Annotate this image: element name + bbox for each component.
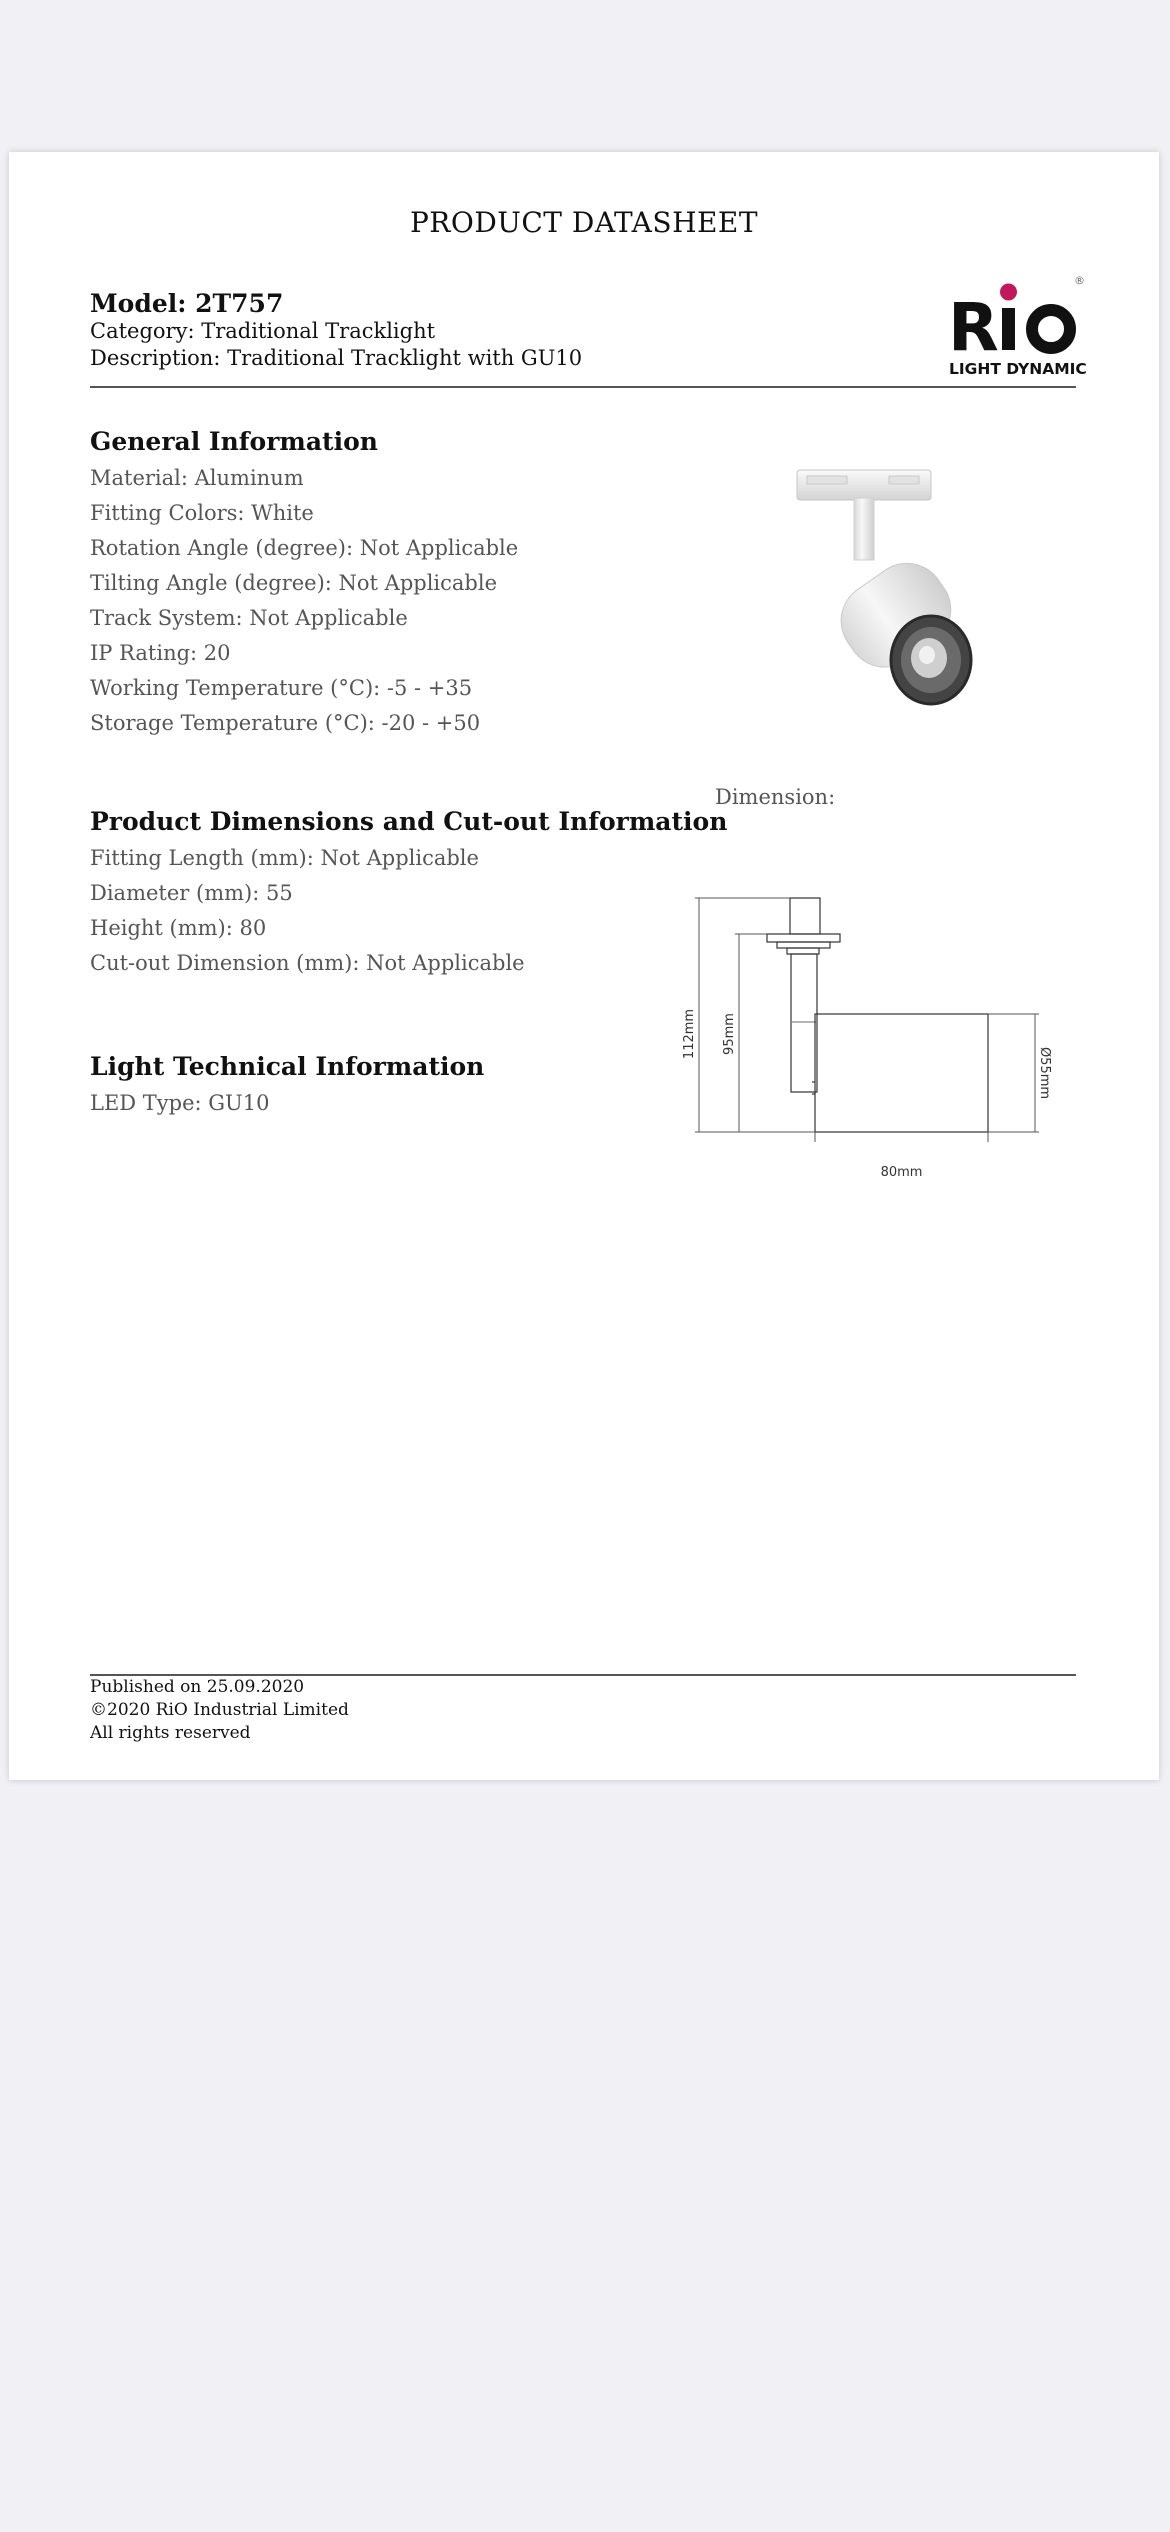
dimensions-heading: Product Dimensions and Cut-out Information <box>90 807 728 836</box>
spec-height: Height (mm): 80 <box>90 916 267 940</box>
spec-cutout-dimension: Cut-out Dimension (mm): Not Applicable <box>90 951 525 975</box>
dim-95: 95mm <box>722 1013 737 1055</box>
tracklight-illustration <box>779 464 1009 724</box>
spec-ip-rating: IP Rating: 20 <box>90 641 231 665</box>
spec-diameter: Diameter (mm): 55 <box>90 881 293 905</box>
dimension-drawing <box>669 882 1069 1142</box>
svg-text:LIGHT DYNAMIC: LIGHT DYNAMIC <box>949 360 1087 378</box>
svg-text:®: ® <box>1074 274 1085 287</box>
footer-published: Published on 25.09.2020 <box>90 1677 305 1697</box>
dim-80: 80mm <box>880 1165 923 1180</box>
product-description: Description: Traditional Tracklight with GU10 <box>90 346 583 370</box>
technical-drawing <box>669 882 1069 1142</box>
spec-fitting-colors: Fitting Colors: White <box>90 501 314 525</box>
brand-logo <box>947 270 1097 380</box>
dim-112: 112mm <box>682 1008 697 1060</box>
spec-storage-temperature: Storage Temperature (°C): -20 - +50 <box>90 711 481 735</box>
svg-text:R: R <box>948 289 999 366</box>
spec-rotation-angle: Rotation Angle (degree): Not Applicable <box>90 536 519 560</box>
general-info-list <box>90 461 518 741</box>
spec-led-type: LED Type: GU10 <box>90 1091 270 1115</box>
logo-accent-dot <box>1000 284 1017 301</box>
light-tech-heading: Light Technical Information <box>90 1052 485 1081</box>
spec-track-system: Track System: Not Applicable <box>90 606 408 630</box>
dimensions-list <box>90 841 525 981</box>
dimension-label: Dimension: <box>715 785 836 809</box>
header-divider <box>90 386 1076 388</box>
footer-copyright: ©2020 RiO Industrial Limited <box>90 1700 349 1720</box>
model-number: Model: 2T757 <box>90 289 284 318</box>
general-info-heading: General Information <box>90 427 378 456</box>
dim-55: Ø55mm <box>1037 1046 1052 1100</box>
footer-rights: All rights reserved <box>90 1723 251 1743</box>
spec-working-temperature: Working Temperature (°C): -5 - +35 <box>90 676 473 700</box>
footer <box>90 1676 349 1745</box>
page-title: PRODUCT DATASHEET <box>409 206 759 239</box>
spec-material: Material: Aluminum <box>90 466 304 490</box>
product-image <box>779 464 1009 724</box>
product-category: Category: Traditional Tracklight <box>90 319 436 343</box>
datasheet-page <box>9 152 1159 1780</box>
light-tech-list <box>90 1086 269 1121</box>
spec-fitting-length: Fitting Length (mm): Not Applicable <box>90 846 479 870</box>
rio-logo-icon <box>947 270 1097 380</box>
spec-tilting-angle: Tilting Angle (degree): Not Applicable <box>90 571 498 595</box>
